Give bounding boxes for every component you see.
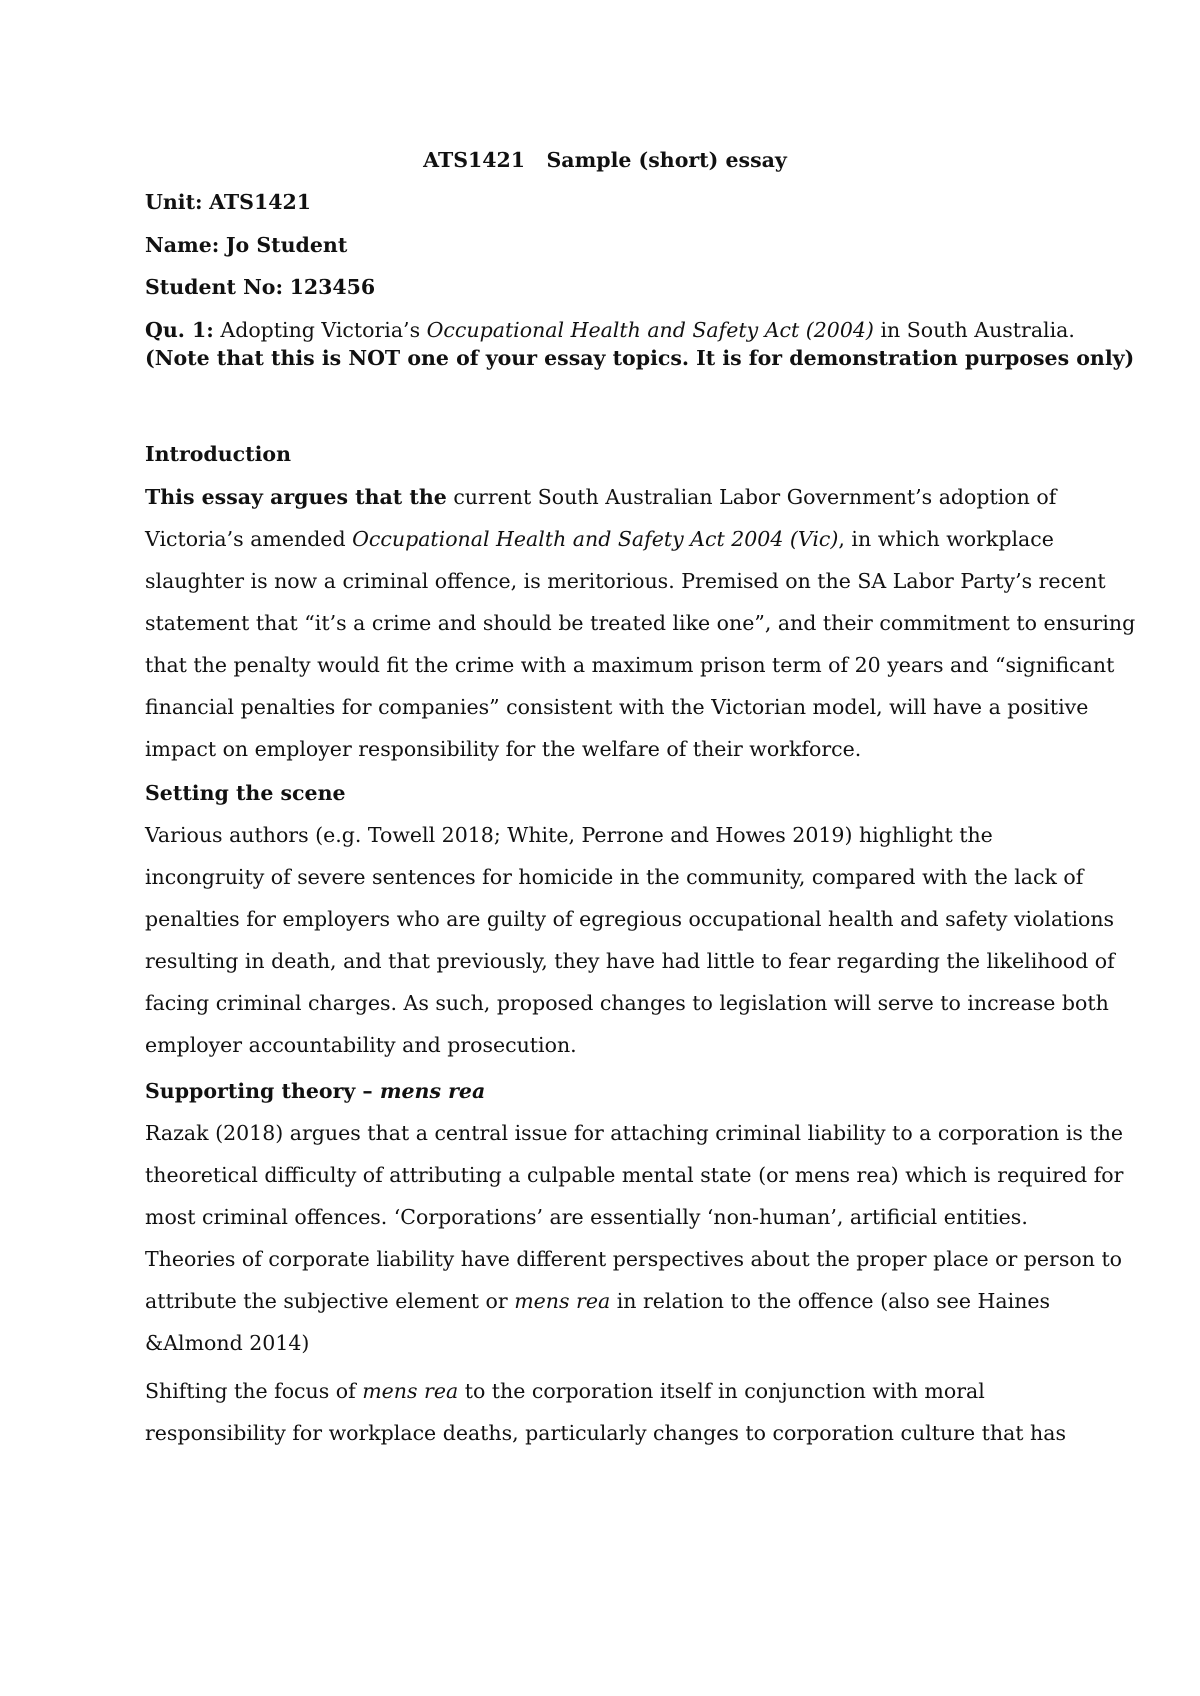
paragraph-line: employer accountability and prosecution. — [145, 1033, 577, 1057]
paragraph-line: &Almond 2014) — [145, 1331, 310, 1355]
question-note: (Note that this is NOT one of your essay topics. It is for demonstration purposes only) — [145, 346, 1135, 370]
question-line — [145, 316, 1075, 344]
question-act-title: Occupational Health and Safety Act (2004) — [426, 318, 874, 342]
thesis-lead: This essay argues that the — [145, 485, 447, 509]
unit-line — [145, 188, 311, 216]
paragraph-line: most criminal offences. ‘Corporations’ are essentially ‘non-human’, artificial entities. — [145, 1205, 1028, 1229]
document-title: ATS1421 Sample (short) essay — [423, 148, 787, 172]
setting-the-scene-paragraph — [145, 821, 1115, 1073]
supporting-theory-heading: Supporting theory – mens rea — [145, 1079, 486, 1103]
setting-the-scene-heading: Setting the scene — [145, 781, 346, 805]
question-text-after: in South Australia. — [873, 318, 1075, 342]
paragraph-line: This essay argues that the current South Australian Labor Government’s adoption of — [145, 485, 1057, 509]
mens-rea-italic: mens rea — [514, 1289, 611, 1313]
paragraph-line: theoretical difficulty of attributing a culpable mental state (or mens rea) which is required for — [145, 1163, 1124, 1187]
paragraph-line: slaughter is now a criminal offence, is meritorious. Premised on the SA Labor Party’s recent — [145, 569, 1106, 593]
unit-label: Unit: — [145, 190, 203, 214]
name-label: Name: — [145, 233, 220, 257]
supporting-theory-paragraph-1 — [145, 1119, 1124, 1371]
paragraph-line: impact on employer responsibility for the welfare of their workforce. — [145, 737, 862, 761]
paragraph-line: attribute the subjective element or mens rea in relation to the offence (also see Haines — [145, 1289, 1051, 1313]
introduction-heading: Introduction — [145, 442, 291, 466]
student-number-label: Student No: — [145, 275, 284, 299]
paragraph-line: resulting in death, and that previously, they have had little to fear regarding the likelihood of — [145, 949, 1115, 973]
paragraph-line: Razak (2018) argues that a central issue for attaching criminal liability to a corporation is the — [145, 1121, 1124, 1145]
paragraph-line: Theories of corporate liability have different perspectives about the proper place or person to — [145, 1247, 1123, 1271]
paragraph-line: facing criminal charges. As such, proposed changes to legislation will serve to increase both — [145, 991, 1109, 1015]
paragraph-line: that the penalty would fit the crime with a maximum prison term of 20 years and “significant — [145, 653, 1115, 677]
act-title-italic: Occupational Health and Safety Act 2004 (Vic) — [352, 527, 839, 551]
paragraph-line: Victoria’s amended Occupational Health and Safety Act 2004 (Vic), in which workplace — [145, 527, 1054, 551]
question-label: Qu. 1: — [145, 318, 214, 342]
name-value: Jo Student — [225, 233, 348, 257]
paragraph-line: statement that “it’s a crime and should be treated like one”, and their commitment to ensuring — [145, 611, 1136, 635]
paragraph-line: incongruity of severe sentences for homicide in the community, compared with the lack of — [145, 865, 1084, 889]
mens-rea-italic: mens rea — [362, 1379, 459, 1403]
question-text-before: Adopting Victoria’s — [213, 318, 427, 342]
unit-value: ATS1421 — [209, 190, 312, 214]
introduction-paragraph — [145, 483, 1136, 777]
paragraph-line: penalties for employers who are guilty of egregious occupational health and safety violations — [145, 907, 1115, 931]
paragraph-line: Shifting the focus of mens rea to the corporation itself in conjunction with moral — [145, 1379, 985, 1403]
name-line — [145, 231, 347, 259]
paragraph-line: responsibility for workplace deaths, particularly changes to corporation culture that has — [145, 1421, 1066, 1445]
paragraph-line: financial penalties for companies” consistent with the Victorian model, will have a positive — [145, 695, 1089, 719]
student-number-value: 123456 — [289, 275, 376, 299]
supporting-theory-paragraph-2 — [145, 1377, 1065, 1461]
student-number-line — [145, 273, 375, 301]
mens-rea-italic: mens rea — [379, 1079, 486, 1103]
paragraph-line: Various authors (e.g. Towell 2018; White, Perrone and Howes 2019) highlight the — [145, 823, 993, 847]
